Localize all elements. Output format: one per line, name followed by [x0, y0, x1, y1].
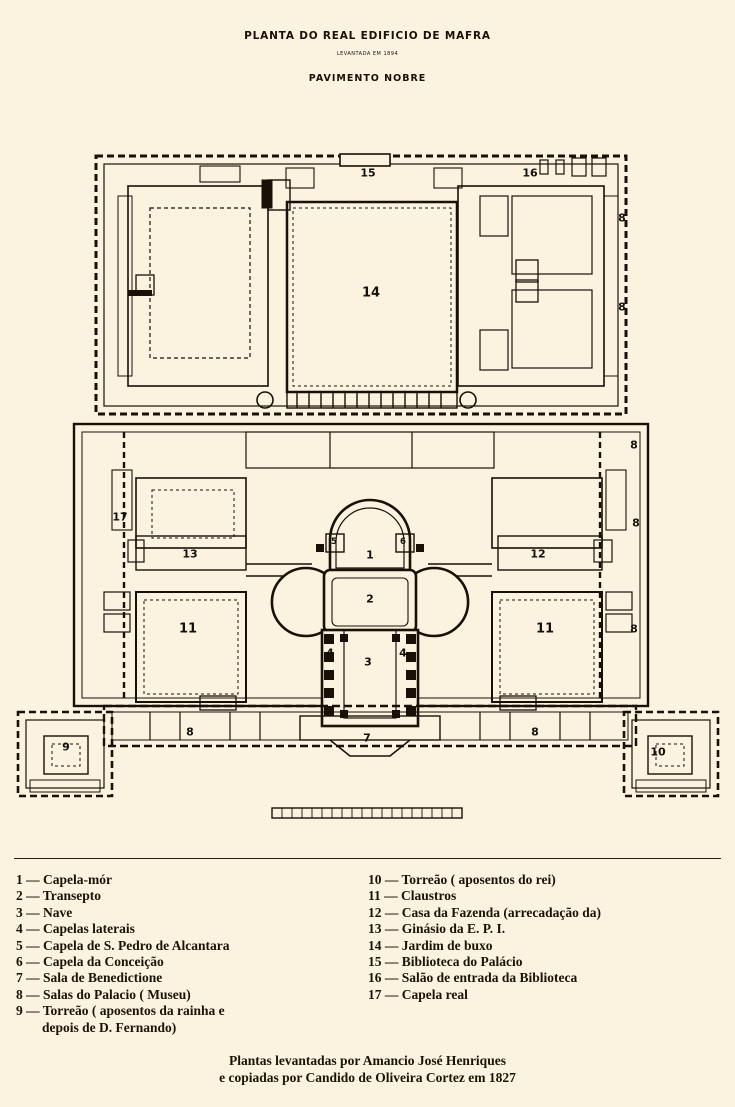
plan-number-7: 7 — [363, 731, 371, 745]
legend-item-text: 13 — Ginásio da E. P. I. — [368, 921, 506, 937]
legend-item-16 — [368, 970, 728, 986]
legend-column-right — [368, 872, 728, 1003]
plan-number-4: 4 — [326, 646, 334, 660]
legend-item-text: 2 — Transepto — [16, 888, 102, 904]
legend-item-9 — [16, 1003, 366, 1036]
legend-item-text: 3 — Nave — [16, 904, 73, 920]
legend-item-text: 6 — Capela da Conceição — [16, 954, 164, 970]
plan-number-8: 8 — [186, 725, 194, 739]
legend-item-12 — [368, 905, 728, 921]
legend-item-2 — [16, 888, 366, 904]
legend-item-text: 16 — Salão de entrada da Biblioteca — [368, 970, 578, 986]
legend — [0, 872, 735, 1035]
plan-number-17: 17 — [112, 510, 128, 524]
legend-divider — [14, 858, 721, 859]
plan-number-12: 12 — [530, 547, 546, 561]
legend-item-10 — [368, 872, 728, 888]
legend-item-7 — [16, 970, 366, 986]
legend-item-text: 10 — Torreão ( aposentos do rei) — [368, 872, 556, 887]
plan-number-2: 2 — [366, 592, 374, 606]
plan-number-3: 3 — [364, 655, 372, 669]
plan-number-10: 10 — [650, 745, 666, 759]
footer-line-1: Plantas levantadas por Amancio José Henriques — [229, 1053, 506, 1068]
legend-item-3 — [16, 905, 366, 921]
architectural-plan — [0, 140, 735, 840]
legend-item-17 — [368, 987, 728, 1003]
plan-number-5: 5 — [331, 537, 337, 547]
legend-item-text: 1 — Capela-mór — [16, 872, 112, 887]
plan-number-8: 8 — [630, 438, 638, 452]
legend-item-text: 4 — Capelas laterais — [16, 921, 135, 937]
plan-number-8: 8 — [632, 516, 640, 530]
legend-item-8 — [16, 987, 366, 1003]
plan-number-8: 8 — [618, 300, 626, 314]
legend-item-14 — [368, 938, 728, 954]
plan-number-6: 6 — [400, 537, 406, 547]
legend-item-text: 11 — Claustros — [368, 888, 457, 904]
plan-number-13: 13 — [182, 547, 198, 561]
legend-item-text: 17 — Capela real — [368, 986, 468, 1002]
page-title: PLANTA DO REAL EDIFICIO DE MAFRA — [244, 30, 491, 42]
legend-column-left — [16, 872, 366, 1036]
legend-item-text: 7 — Sala de Benedictione — [16, 970, 163, 986]
legend-item-text: 14 — Jardim de buxo — [368, 937, 493, 953]
legend-item-4 — [16, 921, 366, 937]
plan-number-4: 4 — [399, 646, 407, 660]
plan-number-11: 11 — [535, 621, 555, 637]
plan-number-8: 8 — [618, 211, 626, 225]
plan-level-label: PAVIMENTO NOBRE — [308, 73, 427, 84]
footer-credits — [0, 1052, 735, 1086]
legend-item-1 — [16, 872, 366, 888]
plan-number-9: 9 — [62, 740, 70, 754]
legend-item-text: 15 — Biblioteca do Palácio — [368, 954, 523, 970]
legend-item-text: 5 — Capela de S. Pedro de Alcantara — [16, 937, 230, 953]
plan-number-15: 15 — [360, 166, 376, 180]
plan-number-1: 1 — [366, 548, 374, 562]
plan-number-16: 16 — [522, 166, 538, 180]
legend-item-6 — [16, 954, 366, 970]
legend-item-15 — [368, 954, 728, 970]
title-block — [0, 30, 735, 84]
legend-item-13 — [368, 921, 728, 937]
plan-number-8: 8 — [531, 725, 539, 739]
legend-item-text: 9 — Torreão ( aposentos da rainha e — [16, 1003, 225, 1019]
legend-item-continuation: depois de D. Fernando) — [42, 1019, 177, 1035]
plan-number-8: 8 — [630, 622, 638, 636]
plan-number-11: 11 — [178, 621, 198, 637]
plan-number-14: 14 — [361, 285, 381, 301]
legend-item-5 — [16, 938, 366, 954]
legend-item-text: 12 — Casa da Fazenda (arrecadação da) — [368, 904, 601, 920]
legend-item-11 — [368, 888, 728, 904]
survey-note: LEVANTADA EM 1894 — [336, 51, 399, 57]
footer-line-2: e copiadas por Candido de Oliveira Cortez em 1827 — [219, 1070, 516, 1085]
legend-item-text: 8 — Salas do Palacio ( Museu) — [16, 986, 191, 1002]
